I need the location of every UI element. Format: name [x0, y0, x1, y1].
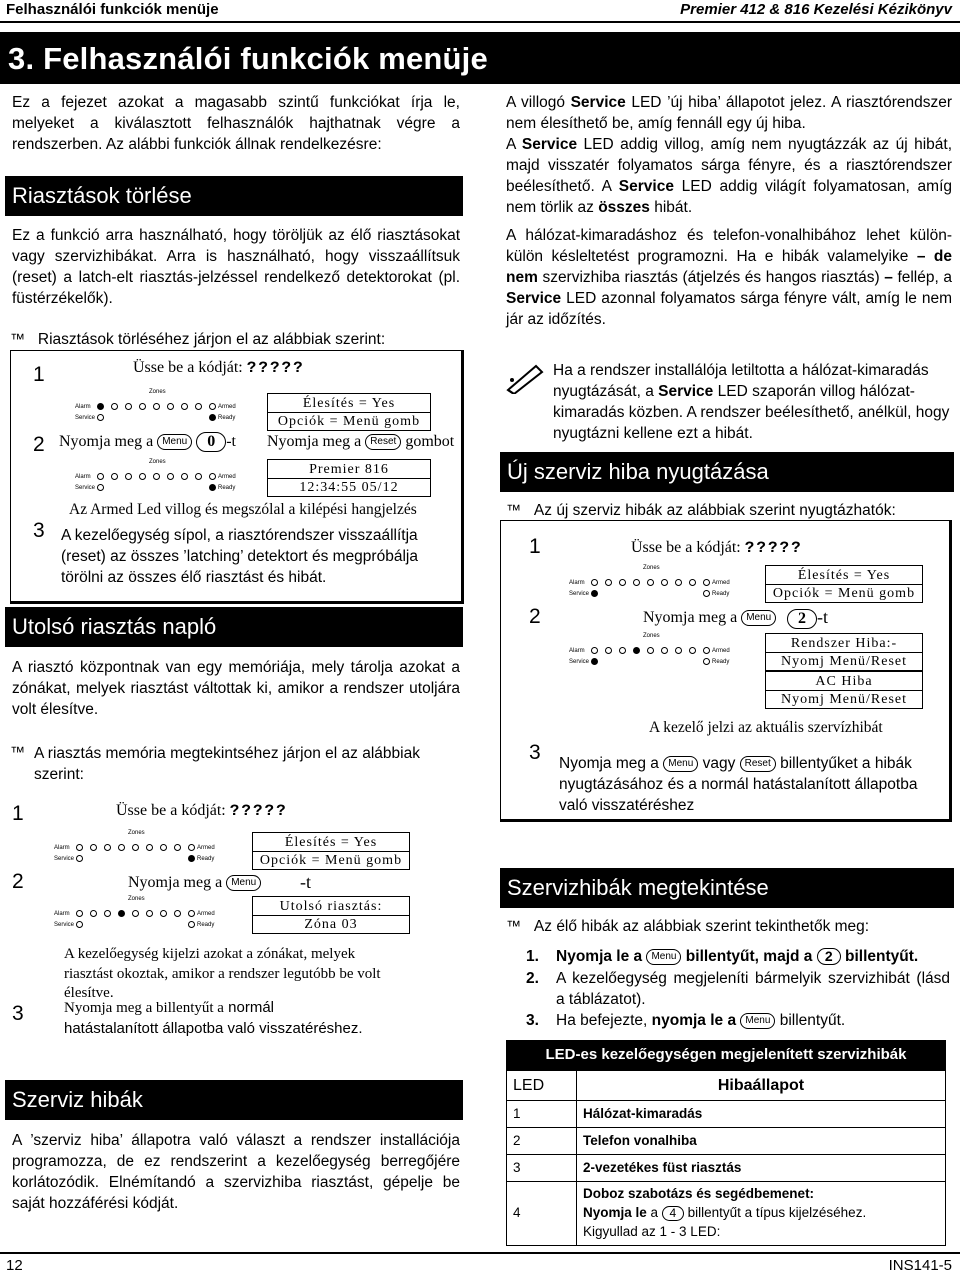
header-right: Premier 412 & 816 Kezelési Kézikönyv [680, 1, 952, 18]
zone-led [619, 647, 626, 654]
press-menu-zero [59, 431, 236, 453]
alarm-label: Alarm [75, 474, 91, 480]
keypad-panel [52, 830, 218, 866]
last-log-text: A riasztó központnak van egy memóriája, mely tárolja azokat a zónákat, melyek riasztást váltottak ki, amikor a rendszer utoljára volt élesítve. [12, 659, 460, 719]
tm-mark: ™ [10, 744, 25, 761]
text: billentyűt. [845, 948, 919, 965]
alarm-led [591, 647, 598, 654]
lcd-display [252, 832, 410, 870]
text: billentyűt, majd a [685, 948, 813, 965]
lcd-line-1: Élesítés = Yes [302, 396, 396, 411]
bold-text: – de nem [506, 248, 953, 287]
step-1: 1 [12, 802, 24, 825]
instruction-text: A riasztás memória megtekintséhez járjon el az alábbiak szerint: [34, 745, 420, 784]
text: vagy [702, 755, 736, 772]
section-service-faults: Szerviz hibák [5, 1080, 463, 1120]
last-log-instruction [10, 743, 460, 785]
reset-key: Reset [740, 756, 776, 772]
enter-code-text [116, 800, 288, 823]
step-2: 2 [33, 433, 45, 456]
service-label: Service [569, 591, 590, 597]
step-3: 3 [33, 519, 45, 542]
lcd-line-2: Nyomj Menü/Reset [766, 690, 922, 708]
text: Nyomja meg a [559, 755, 659, 772]
last-log-step3 [64, 998, 364, 1038]
alarm-led [591, 579, 598, 586]
ready-led [703, 658, 710, 665]
code-placeholders: ????? [744, 539, 803, 557]
service-led [76, 855, 83, 862]
zone-led [90, 844, 97, 851]
osszes-bold: összes [598, 199, 650, 217]
zone-led [181, 403, 188, 410]
step-2: 2 [12, 870, 24, 893]
keypad-panel [567, 633, 733, 669]
ready-led [188, 921, 195, 928]
header-left: Felhasználói funkciók menüje [6, 1, 219, 18]
chapter-title: 3. Felhasználói funkciók menüje [0, 32, 960, 84]
last-log-note: A kezelőegység kijelzi azokat a zónákat, melyek riasztást okoztak, amikor a rendszer legutóbb be volt élesítve. [64, 946, 381, 1001]
zones-label: Zones [149, 459, 166, 465]
table-title: LED-es kezelőegységen megjelenített szervizhibák [506, 1040, 946, 1070]
alarm-led [97, 403, 104, 410]
zone-led [118, 910, 125, 917]
section-alarm-clear: Riasztások törlése [5, 176, 463, 216]
lcd-line-1: Élesítés = Yes [797, 568, 891, 583]
zone-led [146, 910, 153, 917]
alarm-label: Alarm [54, 845, 70, 851]
step-3-text: A kezelőegység sípol, a riasztórendszer visszaállítja (reset) az összes ’latching’ detektort és megpróbálja törölni az összes élő riasztást és hibát. [61, 527, 418, 587]
zone-led [167, 403, 174, 410]
zone-led [174, 910, 181, 917]
armed-led [209, 403, 216, 410]
cell-led: 4 [507, 1182, 577, 1246]
tm-mark: ™ [10, 331, 25, 348]
text: a [650, 1205, 659, 1221]
table-row [507, 1128, 946, 1155]
lcd-display [267, 459, 431, 497]
alarm-led [76, 910, 83, 917]
keypad-panel [73, 459, 239, 495]
section-view-faults: Szervizhibák megtekintése [500, 868, 954, 908]
step3-text-a: Nyomja meg a billentyűt a [64, 1000, 224, 1016]
zone-led [139, 473, 146, 480]
cell-led: 3 [507, 1155, 577, 1182]
zones-label: Zones [643, 565, 660, 571]
zone-led [167, 473, 174, 480]
enter-code-text [631, 537, 803, 560]
step3-text-b: normál hatástalanított [64, 999, 274, 1037]
zone-led [675, 579, 682, 586]
gomb-text: gombot [405, 433, 455, 450]
step-3: 3 [12, 1002, 24, 1025]
zones-label: Zones [643, 633, 660, 639]
ready-led [209, 414, 216, 421]
press-text: Nyomja meg a [128, 874, 223, 891]
press-text: Nyomja meg a [643, 609, 738, 626]
cell-led: 2 [507, 1128, 577, 1155]
menu-key: Menu [226, 875, 261, 891]
four-key: 4 [662, 1206, 684, 1221]
lcd-display [765, 671, 923, 709]
zone-led [689, 647, 696, 654]
service-bold: Service [521, 136, 578, 153]
text: A kezelőegység megjeleníti bármelyik szervizhibát (lásd a táblázatot). [556, 970, 950, 1009]
table-row [507, 1182, 946, 1246]
zone-led [661, 579, 668, 586]
armed-label: Armed [712, 580, 730, 586]
ready-led [703, 590, 710, 597]
lcd-line-2: Zóna 03 [253, 915, 409, 933]
text: A [506, 136, 516, 153]
zone-led [132, 910, 139, 917]
zone-led [647, 647, 654, 654]
step-1: 1 [529, 535, 541, 558]
zone-led [125, 473, 132, 480]
service-led [97, 414, 104, 421]
text: nyomja le a [651, 1012, 737, 1030]
header-fault: Hibaállapot [577, 1071, 946, 1101]
ready-label: Ready [218, 415, 236, 421]
press-menu [643, 607, 776, 629]
lcd-display [252, 896, 410, 934]
zone-led [195, 473, 202, 480]
text: A hálózat-kimaradáshoz és telefon-vonalhibához lehet külön-külön késleltetést programozni. Ha e hibák valamelyike [506, 227, 952, 266]
service-label: Service [569, 659, 590, 665]
alarm-label: Alarm [75, 404, 91, 410]
armed-led [209, 473, 216, 480]
right-note [553, 360, 951, 444]
ready-label: Ready [218, 485, 236, 491]
alarm-label: Alarm [569, 648, 585, 654]
zone-led [174, 844, 181, 851]
text: LED ’új hiba’ állapotot jelez. A riasztórendszer nem élesíthető be, amíg fennáll egy új hiba. [506, 94, 953, 133]
two-key: 2 [817, 948, 841, 965]
instruction-text: Az élő hibák az alábbiak szerint tekinthetők meg: [533, 918, 870, 935]
armed-led [188, 844, 195, 851]
list-number: 2. [526, 970, 539, 987]
code-label: Üsse be a kódját: [116, 802, 226, 819]
alarm-led [97, 473, 104, 480]
alarm-clear-text: Ez a funkció arra használható, hogy töröljük az élő riasztásokat vagy szervizhibákat. Arra is használható, hogy visszaállítsuk (reset) a latch-elt riasztás-jelzéssel rendelkező detektorokat (pl. füstérzékelők). [12, 227, 460, 308]
tm-mark: ™ [506, 918, 521, 935]
zone-led [160, 910, 167, 917]
list-item [526, 946, 950, 968]
zones-label: Zones [149, 389, 166, 395]
armed-note: Az Armed Led villog és megszólal a kilépési hangjelzés [69, 501, 417, 518]
zone-led [195, 403, 202, 410]
view-faults-instruction [506, 916, 952, 937]
zone-led [689, 579, 696, 586]
zone-led [661, 647, 668, 654]
t-suffix: -t [226, 433, 236, 450]
zero-key: 0 [196, 432, 226, 452]
text: fellép, a [897, 269, 952, 287]
armed-label: Armed [197, 845, 215, 851]
instruction-text: Az új szerviz hibák az alábbiak szerint nyugtázhatók: [533, 502, 896, 519]
ready-label: Ready [197, 922, 215, 928]
armed-label: Armed [218, 404, 236, 410]
step-3: 3 [529, 741, 541, 764]
list-number: 1. [526, 948, 539, 965]
code-label: Üsse be a kódját: [631, 539, 741, 556]
bold-dash: – [884, 269, 893, 287]
zones-label: Zones [128, 830, 145, 836]
text: hibát. [654, 199, 693, 217]
armed-label: Armed [197, 911, 215, 917]
zones-label: Zones [128, 896, 145, 902]
code-label: Üsse be a kódját: [133, 359, 243, 376]
page-number: 12 [6, 1257, 23, 1274]
zone-led [605, 647, 612, 654]
text: Ha befejezte, [556, 1012, 648, 1030]
press-text: Nyomja meg a [59, 433, 154, 450]
text: A villogó [506, 94, 566, 111]
r4-line [583, 1204, 939, 1223]
zone-led [647, 579, 654, 586]
text: billentyűt a típus kijelzéséhez. [687, 1205, 867, 1221]
cell-fault: 2-vezetékes füst riasztás [577, 1155, 946, 1182]
zone-led [619, 579, 626, 586]
table [506, 1070, 946, 1246]
right-p1 [506, 92, 952, 134]
cell-fault: Telefon vonalhiba [577, 1128, 946, 1155]
text: Nyomja le a [556, 948, 643, 965]
lcd-line-1: AC Hiba [815, 674, 873, 689]
text: LED addig villog, amíg nem nyugtázzák az új hibát, majd visszatér folyamatos sárga fényre, és a riasztórendszer beélesíthető. A [506, 136, 953, 196]
zone-led [125, 403, 132, 410]
header-led: LED [507, 1071, 577, 1101]
table-row [507, 1101, 946, 1128]
r4-note: Kigyullad az 1 - 3 LED: [583, 1223, 721, 1239]
text: LED azonnal folyamatos sárga fényre vált, amíg le nem jár az időzítés. [506, 290, 952, 329]
service-faults-text: A ’szerviz hiba’ állapotra való választ a rendszer installációja programozza, de ez rendszerint a kezelőegység berregőjére korlátozódik. Elnémítandó a szervizhiba riasztást, gépelje be saját hozzáférési kódját. [12, 1132, 460, 1213]
lcd-line-1: Rendszer Hiba:- [790, 636, 898, 651]
fault-table [506, 1040, 946, 1246]
step3-text-c: állapotba való visszatéréshez. [162, 1019, 363, 1037]
lcd-line-1: Élesítés = Yes [284, 835, 378, 850]
lcd-display [765, 565, 923, 603]
cell-fault: Hálózat-kimaradás [577, 1101, 946, 1128]
section-last-log: Utolsó riasztás napló [5, 607, 463, 647]
table-row [507, 1155, 946, 1182]
press-reset [267, 431, 454, 453]
service-label: Service [75, 415, 96, 421]
new-fault-step3 [559, 753, 949, 816]
text: billentyűket a hibák nyugtázásához és a normál hatástalanított állapotba való visszatéréshez [559, 755, 918, 815]
instruction-text: Riasztások törléséhez járjon el az alábbiak szerint: [37, 331, 386, 348]
zone-led [146, 844, 153, 851]
lcd-line-2: Opciók = Menü gomb [268, 412, 430, 430]
r4-title: Doboz szabotázs és segédbemenet: [583, 1186, 815, 1202]
lcd-display [267, 393, 431, 431]
zone-led [104, 910, 111, 917]
menu-key: Menu [740, 1013, 775, 1029]
service-led [97, 484, 104, 491]
text: szervizhiba riasztás (átjelzés és hangos riasztás) [542, 269, 880, 287]
menu-key: Menu [741, 610, 776, 626]
zone-led [111, 473, 118, 480]
service-label: Service [54, 856, 75, 862]
footer-rule [0, 1252, 960, 1254]
service-bold: Service [618, 178, 674, 196]
press-text: Nyomja meg a [267, 433, 362, 450]
step-1: 1 [33, 363, 45, 386]
keypad-panel [52, 896, 218, 932]
text: LED addig világít folyamatosan, amíg nem törlik az [506, 178, 952, 217]
view-faults-list [526, 946, 950, 1031]
text: LED szaporán villog hálózat-kimaradás közben. A rendszer beélesíthető, anélkül, hogy nyugtázni kellene ezt a hibát. [553, 383, 950, 443]
ready-led [209, 484, 216, 491]
code-placeholders: ????? [229, 802, 288, 820]
zone-led [181, 473, 188, 480]
alarm-label: Alarm [54, 911, 70, 917]
service-label: Service [54, 922, 75, 928]
service-bold: Service [506, 290, 562, 308]
service-label: Service [75, 485, 96, 491]
intro-text: Ez a fejezet azokat a magasabb szintű funkciókat írja le, melyeket a kiválasztott felhasználók hajthatnak végre a rendszerben. Az alábbi funkciók állnak rendelkezésre: [12, 94, 460, 154]
alarm-clear-instruction [10, 329, 460, 350]
new-fault-box [500, 520, 952, 822]
right-p3 [506, 225, 952, 330]
lcd-line-2: Opciók = Menü gomb [766, 584, 922, 602]
zone-led [153, 403, 160, 410]
text: billentyűt. [779, 1012, 846, 1030]
alarm-led [76, 844, 83, 851]
section-new-fault: Új szerviz hiba nyugtázása [500, 452, 954, 492]
new-fault-instruction [506, 500, 952, 521]
code-placeholders: ????? [246, 359, 305, 377]
armed-led [188, 910, 195, 917]
service-bold: Service [570, 94, 626, 111]
ready-label: Ready [197, 856, 215, 862]
service-led [591, 590, 598, 597]
lcd-line-1: Premier 816 [309, 462, 389, 477]
zone-led [118, 844, 125, 851]
zone-led [633, 579, 640, 586]
zone-led [160, 844, 167, 851]
new-fault-note: A kezelő jelzi az aktuális szervízhibát [649, 719, 883, 736]
keypad-panel [73, 389, 239, 425]
t-suffix: -t [300, 872, 311, 892]
lcd-line-2: Opciók = Menü gomb [253, 851, 409, 869]
zone-led [605, 579, 612, 586]
text: Nyomja le [583, 1205, 647, 1221]
zone-led [633, 647, 640, 654]
header-rule [0, 21, 960, 23]
lcd-display [765, 633, 923, 671]
cell-led: 1 [507, 1101, 577, 1128]
lcd-line-2: Nyomj Menü/Reset [766, 652, 922, 670]
table-header-row [507, 1071, 946, 1101]
zone-led [111, 403, 118, 410]
menu-key: Menu [157, 434, 192, 450]
armed-led [703, 647, 710, 654]
armed-label: Armed [712, 648, 730, 654]
keypad-panel [567, 565, 733, 601]
t-suffix: -t [817, 607, 828, 627]
tm-mark: ™ [506, 502, 521, 519]
service-led [76, 921, 83, 928]
cell-fault [577, 1182, 946, 1246]
ready-label: Ready [712, 659, 730, 665]
alarm-clear-box [10, 350, 464, 604]
two-key: 2 [787, 609, 817, 629]
lcd-line-1: Utolsó riasztás: [279, 899, 383, 914]
menu-key: Menu [663, 756, 698, 772]
zone-led [139, 403, 146, 410]
zone-led [153, 473, 160, 480]
note-pencil-icon [506, 360, 546, 394]
doc-number: INS141-5 [888, 1257, 952, 1274]
list-number: 3. [526, 1012, 539, 1030]
service-led [591, 658, 598, 665]
ready-label: Ready [712, 591, 730, 597]
zone-led [132, 844, 139, 851]
menu-key: Menu [646, 949, 681, 965]
ready-led [188, 855, 195, 862]
press-menu [128, 872, 261, 894]
zone-led [675, 647, 682, 654]
list-item [526, 1010, 950, 1031]
alarm-label: Alarm [569, 580, 585, 586]
step-2: 2 [529, 605, 541, 628]
zone-led [90, 910, 97, 917]
service-bold: Service [658, 383, 714, 401]
two-key-step [787, 605, 828, 629]
enter-code-text [133, 357, 305, 380]
armed-led [703, 579, 710, 586]
right-p2 [506, 134, 952, 218]
zone-led [104, 844, 111, 851]
reset-key: Reset [365, 434, 401, 450]
armed-label: Armed [218, 474, 236, 480]
lcd-line-2: 12:34:55 05/12 [268, 478, 430, 496]
list-item [526, 968, 950, 1010]
text: Ha a rendszer installálója letiltotta a hálózat-kimaradás nyugtázását, a [553, 362, 929, 401]
